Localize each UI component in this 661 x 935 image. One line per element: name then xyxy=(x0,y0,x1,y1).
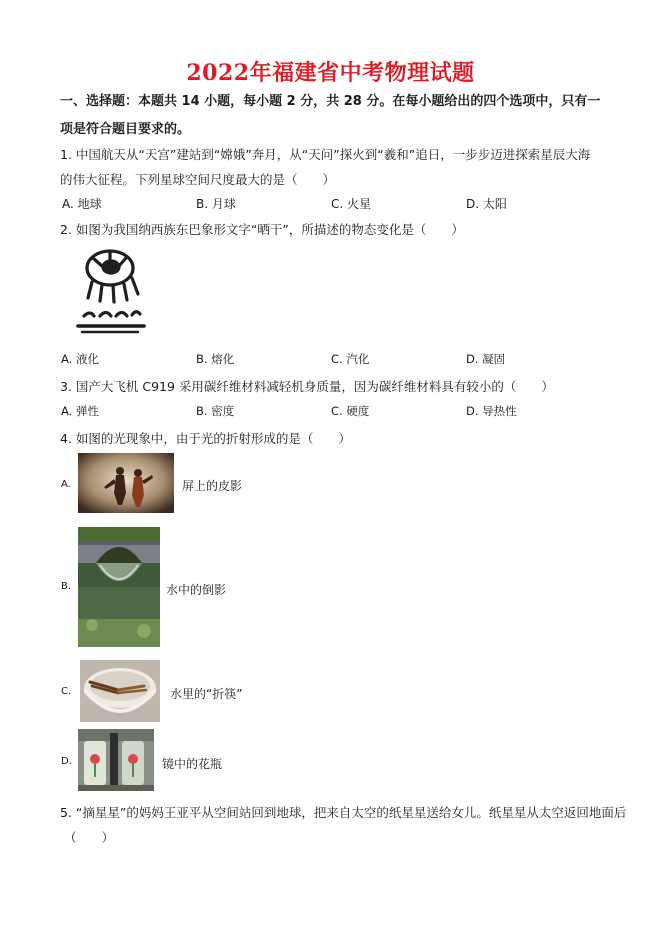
section-heading-line-1: 一、选择题：本题共 14 小题，每小题 2 分，共 28 分。在每小题给出的四个选项中，只有一 xyxy=(60,94,601,109)
section-heading-line-2: 项是符合题目要求的。 xyxy=(60,122,191,137)
question-5-line-1: 5. “摘星星”的妈妈王亚平从空间站回到地球，把来自太空的纸星星送给女儿。纸星星从太空返回地面后 xyxy=(60,805,627,820)
question-3-text: 3. 国产大飞机 C919 采用碳纤维材料减轻机身质量，因为碳纤维材料具有较小的（ ） xyxy=(60,379,554,394)
question-4-option-b-letter: B. xyxy=(61,581,72,592)
question-4-option-d-caption: 镜中的花瓶 xyxy=(162,757,223,771)
bent-chopsticks-image xyxy=(80,660,160,722)
question-2-option-b: B. 熔化 xyxy=(196,352,235,366)
question-1-option-b: B. 月球 xyxy=(196,197,236,211)
question-3-option-c: C. 硬度 xyxy=(331,404,370,418)
question-3-option-b: B. 密度 xyxy=(196,404,235,418)
question-1-line-2: 的伟大征程。下列星球空间尺度最大的是（ ） xyxy=(60,172,336,187)
bridge-reflection-image xyxy=(78,527,160,647)
question-4-option-a-letter: A. xyxy=(61,479,71,490)
question-4-option-b-caption: 水中的倒影 xyxy=(166,583,227,597)
question-1-option-c: C. 火星 xyxy=(331,197,372,211)
dongba-pictograph-image xyxy=(64,246,154,342)
question-1-line-1: 1. 中国航天从“天宫”建站到“嫦娥”奔月，从“天问”探火到“羲和”追日，一步步迈进探索星辰大海 xyxy=(60,147,591,162)
question-3-option-a: A. 弹性 xyxy=(61,404,99,418)
question-5-line-2: （ ） xyxy=(64,830,115,845)
question-4-option-d-letter: D. xyxy=(61,756,72,767)
question-4-option-a-caption: 屏上的皮影 xyxy=(182,479,243,493)
question-2-text: 2. 如图为我国纳西族东巴象形文字“晒干”，所描述的物态变化是（ ） xyxy=(60,222,464,237)
question-3-option-d: D. 导热性 xyxy=(466,404,517,418)
question-1-option-a: A. 地球 xyxy=(62,197,102,211)
question-2-option-d: D. 凝固 xyxy=(466,352,506,366)
question-4-text: 4. 如图的光现象中，由于光的折射形成的是（ ） xyxy=(60,431,351,446)
question-4-option-c-caption: 水里的“折筷” xyxy=(170,687,243,701)
page-title: 2022年福建省中考物理试题 xyxy=(186,60,475,86)
question-1-option-d: D. 太阳 xyxy=(466,197,507,211)
question-2-option-a: A. 液化 xyxy=(61,352,99,366)
shadow-puppet-image xyxy=(78,453,174,513)
vase-mirror-image xyxy=(78,729,154,791)
question-2-option-c: C. 汽化 xyxy=(331,352,370,366)
question-4-option-c-letter: C. xyxy=(61,686,72,697)
